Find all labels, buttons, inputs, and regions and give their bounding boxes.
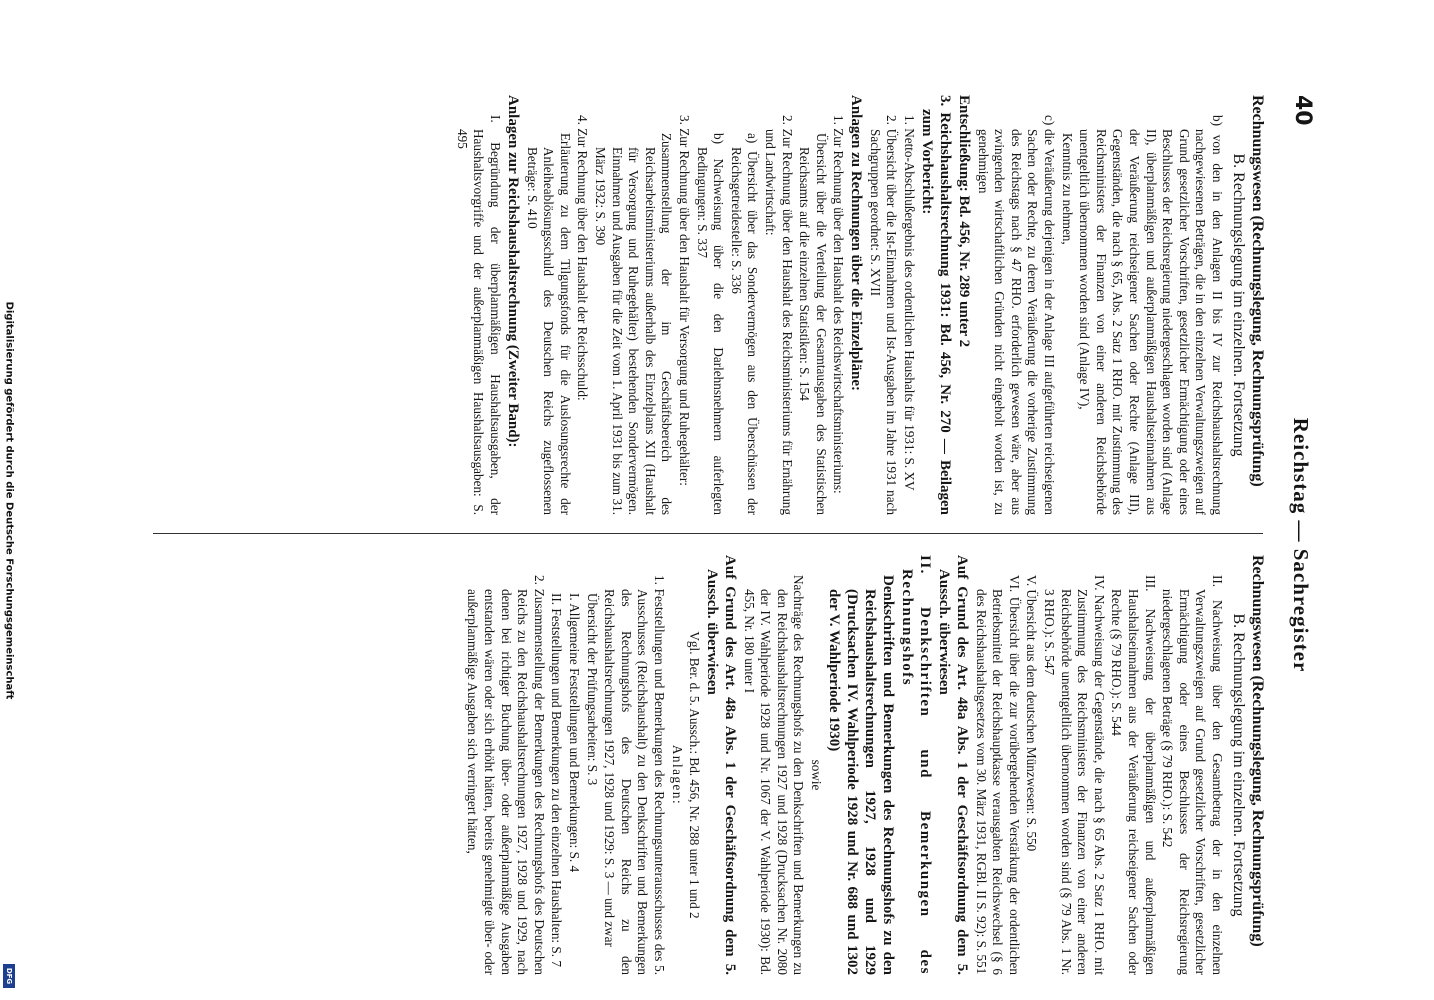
register-entry: III. Nachweisung der überplanmäßigen und außerplanmäßigen Haushaltseinnahmen aus der Veräußerung reichseigener Sachen oder Rechte (§ 79 RHO.): S. 544: [1109, 575, 1158, 975]
page-content: [135, 95, 1315, 995]
register-entry: Vgl. Ber. d. 5. Aussch.: Bd. 456, Nr. 288 unter 1 und 2: [687, 631, 703, 919]
register-entry: c) die Veräußerung derjenigen in der Anlage III aufgeführten reichseigenen Sachen oder Rechte, zu deren Veräußerung die vorherige Zustimmung des Reichstags nach § 47 RHO. erforderlich gewesen wäre, aber aus zwingenden wirtschaftlichen Gründen nicht eingeholt worden ist, zu genehmigen: [975, 115, 1058, 515]
register-entry: Erläuterung zu dem Tilgungsfonds für die Auslosungsrechte der Anleiheablösungsschuld des Deutschen Reichs zugeflossenen Beträge: S. 410: [524, 133, 573, 515]
register-entry: Auf Grund des Art. 48a Abs. 1 der Geschäftsordnung dem 5. Aussch. überwiesen: [704, 555, 739, 975]
page-header: [1275, 95, 1315, 995]
register-entry: II. Feststellungen und Bemerkungen zu den einzelnen Haushalten: S. 7: [549, 593, 565, 967]
register-entry: 1. Zur Rechnung über den Haushalt des Reichswirtschaftsministeriums:: [831, 115, 847, 494]
left-column-heading: Rechnungswesen (Rechnungslegung, Rechnungsprüfung): [1249, 95, 1266, 487]
register-entry: VI. Übersicht über die zur vorübergehenden Verstärkung der ordentlichen Betriebsmittel der Reichshauptkasse verausgabten Reichswechsel (§ 6 des Reichshaushaltsgesetzes vom 30. März 1931, RGBl. II S. 92): S. 551: [973, 575, 1022, 975]
register-entry: 3. Zur Rechnung über den Haushalt für Versorgung und Ruhegehälter:: [676, 115, 692, 486]
register-entry: Auf Grund des Art. 48a Abs. 1 der Geschäftsordnung dem 5. Aussch. überwiesen: [936, 555, 971, 975]
right-entry-list: [464, 555, 1225, 975]
scanned-page: [135, 95, 1315, 995]
digitization-note: [2, 0, 16, 1000]
running-head: Reichstag — Sachregister: [1289, 417, 1313, 673]
register-entry: 1. Feststellungen und Bemerkungen des Rechnungsunterausschusses des 5. Ausschusses (Reichshaushalt) zu den Denkschriften und Bemerkungen des Rechnungshofs des Deutschen Reichs zu den Reichshaushaltsrechnungen 1927, 1928 und 1929: S. 3 — und zwar: [602, 575, 667, 975]
dfg-logo-text: DFG: [5, 967, 13, 985]
register-entry: 2. Zur Rechnung über den Haushalt des Reichsministeriums für Ernährung und Landwirtschaft:: [762, 115, 795, 515]
register-entry: Anlagen zu Rechnungen über die Einzelpläne:: [848, 95, 865, 392]
register-entry: Übersicht über die Verteilung der Gesamtausgaben des Statistischen Reichsamts auf die einzelnen Statistiken: S. 154: [797, 133, 829, 515]
register-entry: V. Übersicht aus dem deutschen Münzwesen: S. 550: [1024, 575, 1040, 852]
register-entry: 2. Übersicht über die Ist-Einnahmen und Ist-Ausgaben im Jahre 1931 nach Sachgruppen geordnet: S. XVII: [867, 115, 900, 515]
digitization-note-text: Digitalisierung gefördert durch die Deutsche Forschungsgemeinschaft: [3, 301, 15, 699]
right-column-subheading: B. Rechnungslegung im einzelnen. Fortsetzung: [1230, 613, 1247, 917]
register-entry: sowie: [809, 759, 825, 791]
register-entry: 3. Reichshaushaltsrechnung 1931: Bd. 456, Nr. 270 — Beilagen zum Vorbericht:: [919, 95, 954, 515]
right-column: [147, 555, 1267, 975]
register-entry: 4. Zur Rechnung über den Haushalt der Reichsschuld:: [575, 115, 591, 401]
register-entry: II. Denkschriften und Bemerkungen des Rechnungshofs: [899, 555, 934, 975]
left-column-subheading: B. Rechnungslegung im einzelnen. Fortsetzung: [1230, 153, 1247, 457]
page-number: 40: [1290, 95, 1315, 126]
right-column-heading: Rechnungswesen (Rechnungslegung, Rechnungsprüfung): [1249, 555, 1266, 947]
register-entry: Übersicht der Prüfungsarbeiten: S. 3: [584, 593, 600, 786]
dfg-logo: [3, 964, 15, 988]
register-entry: a) Übersicht über das Sondervermögen aus den Überschüssen der Reichsgetreidestelle: S. 336: [728, 133, 761, 515]
register-entry: Anlagen zur Reichshaushaltsrechnung (Zweiter Band):: [505, 95, 522, 448]
register-entry: 2. Zusammenstellung der Bemerkungen des Rechnungshofs des Deutschen Reichs zu den Reichshaushaltsrechnungen 1927, 1928 und 1929, nach denen bei richtiger Buchung über- oder außerplanmäßige Ausgaben entstanden wären oder sich erhöht hätten, bereits genehmigte über- oder außerplanmäßige Ausgaben sich verringert hätten,: [465, 575, 547, 975]
column-divider: [153, 533, 1263, 534]
register-entry: b) von den in den Anlagen II bis IV zur Reichshaushaltsrechnung nachgewiesenen Beträgen, die in den einzelnen Verwaltungszweigen auf Grund gesetzlicher Vorschriften, gesetzlicher Ermächtigung oder eines Beschlusses der Reichsregierung niedergeschlagen worden sind (Anlage II), überplanmäßigen und außerplanmäßigen Haushaltseinnahmen aus der Veräußerung reichseigener Sachen oder Rechte (Anlage III), Gegenständen, die nach § 65, Abs. 2 Satz 1 RHO. mit Zustimmung des Reichsministers der Finanzen von einer anderen Reichsbehörde unentgeltlich übernommen worden sind (Anlage IV),: [1077, 115, 1225, 515]
left-entry-list: [453, 95, 1225, 515]
register-entry: Nachträge des Rechnungshofs zu den Denkschriften und Bemerkungen zu den Reichshaushaltsrechnungen 1927 und 1928 (Drucksachen Nr. 2080 der IV. Wahlperiode 1928 und Nr. 1067 der V. Wahlperiode 1930): Bd. 455, Nr. 180 unter I: [741, 575, 807, 975]
register-entry: Kenntnis zu nehmen,: [1059, 133, 1075, 245]
register-entry: I. Allgemeine Feststellungen und Bemerkungen: S. 4: [566, 593, 582, 873]
register-entry: 1. Netto-Abschlußergebnis des ordentlichen Haushalts für 1931: S. XV: [902, 115, 918, 491]
register-entry: b) Nachweisung über die den Darlehnsnehmern auferlegten Bedingungen: S. 337: [694, 133, 727, 515]
register-entry: Denkschriften und Bemerkungen des Rechnungshofs zu den Reichshaushaltsrechnungen 1927, 1928 und 1929 (Drucksachen IV. Wahlperiode 1928 und Nr. 688 und 1302 der V. Wahlperiode 1930): [826, 575, 897, 975]
register-entry: IV. Nachweisung der Gegenstände, die nach § 65 Abs. 2 Satz 1 RHO. mit Zustimmung des Reichsministers der Finanzen von einer anderen Reichsbehörde unentgeltlich übernommen worden sind (§ 79 Abs. 1 Nr. 3 RHO.): S. 547: [1042, 575, 1107, 975]
register-entry: Anlagen:: [669, 744, 685, 806]
register-entry: Zusammenstellung der im Geschäftsbereich des Reichsarbeitsministeriums außerhalb des Einzelplans XII (Haushalt für Versorgung und Ruhegehälter) bestehenden Sondervermögen. Einnahmen und Ausgaben für die Zeit vom 1. April 1931 bis zum 31. März 1932: S. 390: [593, 133, 675, 515]
register-entry: Entschließung: Bd. 456, Nr. 289 unter 2: [956, 95, 973, 348]
register-entry: II. Nachweisung über den Gesamtbetrag der in den einzelnen Verwaltungszweigen auf Grund gesetzlicher Vorschriften, gesetzlicher Ermächtigung oder eines Beschlusses der Reichsregierung niedergeschlagenen Beträge (§ 79 RHO.): S. 542: [1160, 575, 1225, 975]
left-column: [147, 95, 1267, 515]
register-entry: I. Begründung der überplanmäßigen Haushaltsausgaben, der Haushaltsvorgriffe und der außerplanmäßigen Haushaltsausgaben: S. 495: [454, 115, 504, 515]
